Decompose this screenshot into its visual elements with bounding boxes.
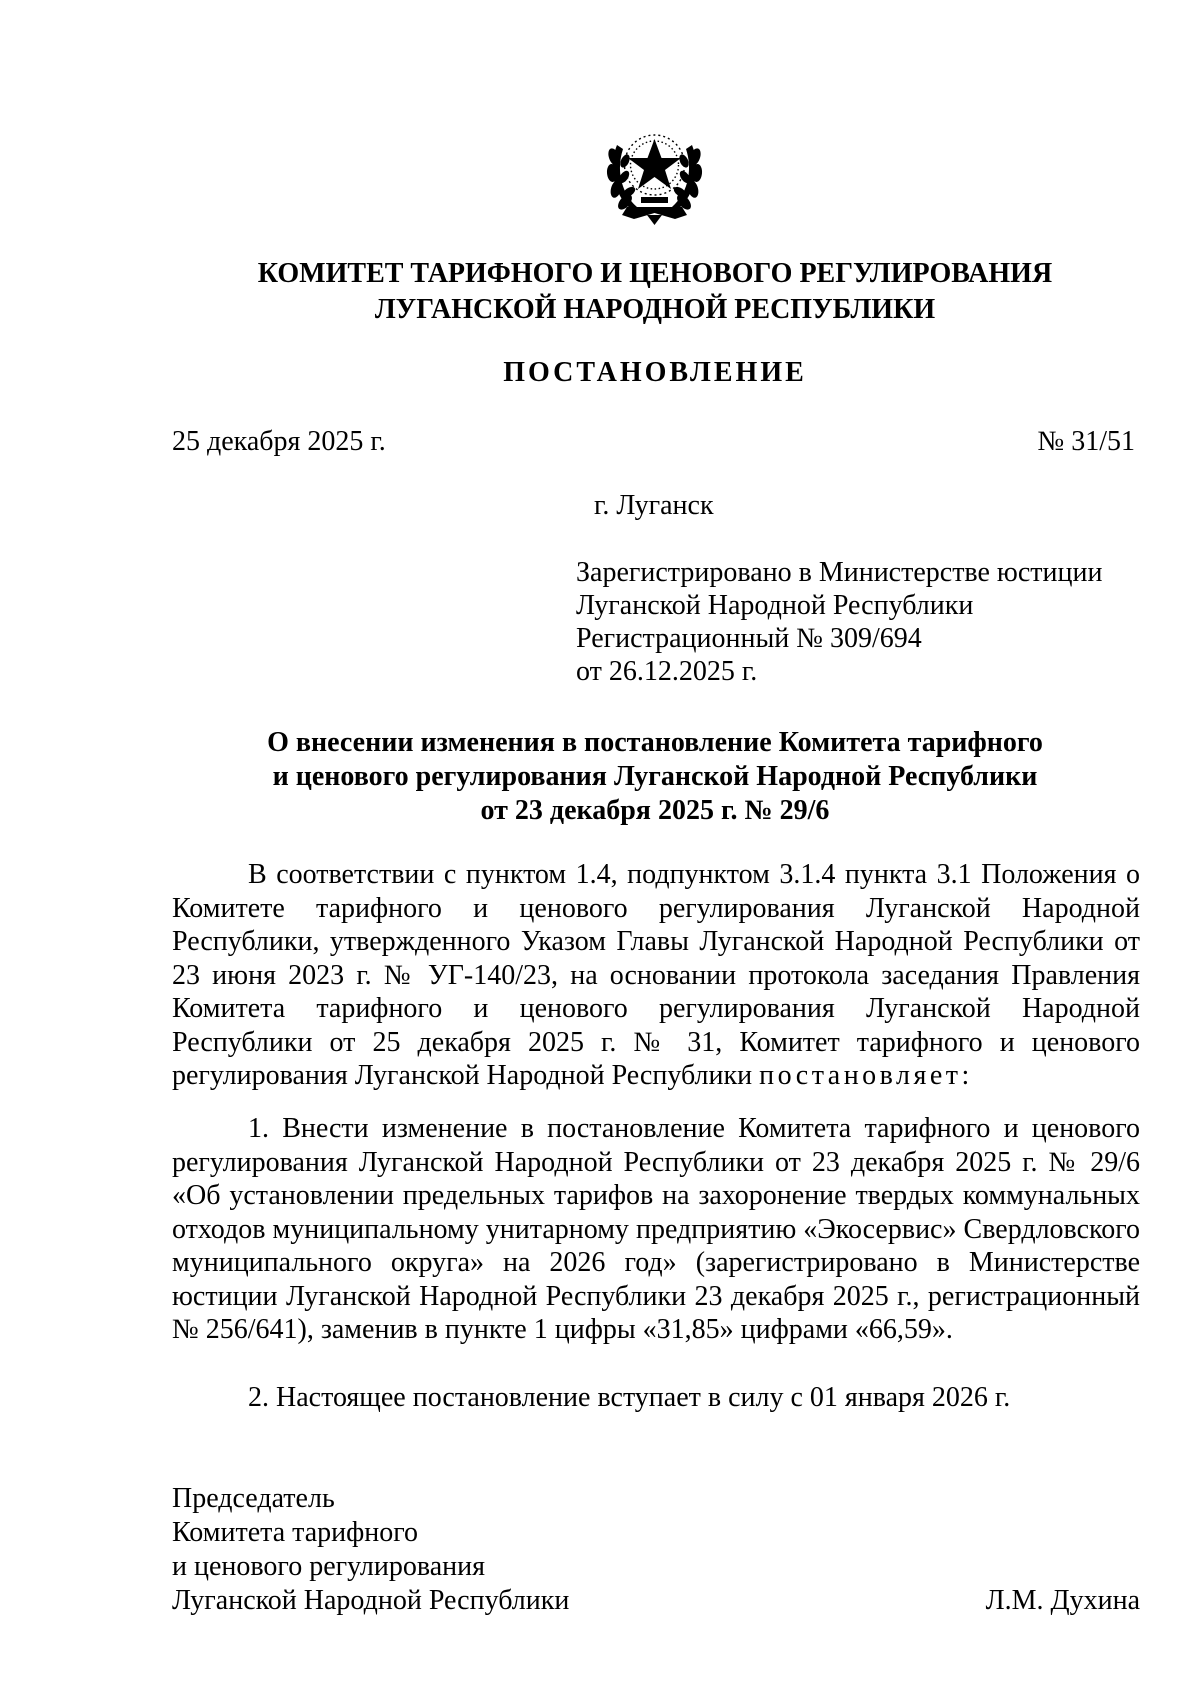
signatory-position: [172, 1482, 569, 1618]
organization-name-line: ЛУГАНСКОЙ НАРОДНОЙ РЕСПУБЛИКИ: [374, 294, 936, 325]
preamble-paragraph: [172, 858, 1140, 1093]
organization-name-line: КОМИТЕТ ТАРИФНОГО И ЦЕНОВОГО РЕГУЛИРОВАНИЯ: [257, 258, 1053, 289]
registration-stamp: [576, 556, 1102, 688]
position-line: и ценового регулирования: [172, 1551, 485, 1582]
item-2-paragraph: 2. Настоящее постановление вступает в силу с 01 января 2026 г.: [248, 1382, 1011, 1413]
organization-name: [170, 256, 1140, 328]
document-type: ПОСТАНОВЛЕНИЕ: [503, 357, 807, 388]
document-date: 25 декабря 2025 г.: [172, 426, 386, 457]
position-line: Комитета тарифного: [172, 1517, 419, 1548]
item-1-paragraph: 1. Внести изменение в постановление Комитета тарифного и ценового регулирования Луганской Народной Республики от 23 декабря 2025 г. № 29/6 «Об установлении предельных тарифов на захоронение твердых коммунальных отходов муниципальному унитарному предприятию «Экосервис» Свердловского муниципального округа» на 2026 год» (зарегистрировано в Министерстве юстиции Луганской Народной Республики 23 декабря 2025 г., регистрационный № 256/641), заменив в пункте 1 цифры «31,85» цифрами «66,59».: [172, 1113, 1140, 1345]
document-city: г. Луганск: [594, 490, 714, 521]
position-line: Председатель: [172, 1483, 335, 1514]
star-wreath-emblem-icon: [597, 115, 712, 230]
signatory-name: Л.М. Духина: [985, 1585, 1140, 1616]
preamble-text: В соответствии с пунктом 1.4, подпунктом 3.1.4 пункта 3.1 Положения о Комитете тарифного и ценового регулирования Луганской Народной Республики, утвержденного Указом Главы Луганской Народной Республики от 23 июня 2023 г. № УГ-140/23, на основании протокола заседания Правления Комитета тарифного и ценового регулирования Луганской Народной Республики от 25 декабря 2025 г. № 31, Комитет тарифного и ценового регулирования Луганской Народной Республики: [172, 859, 1140, 1091]
title-line: от 23 декабря 2025 г. № 29/6: [480, 795, 830, 826]
registration-line: Зарегистрировано в Министерстве юстиции: [576, 557, 1103, 588]
registration-line: от 26.12.2025 г.: [576, 656, 758, 687]
document-number: № 31/51: [1037, 426, 1135, 457]
resolves-word: постановляет:: [759, 1060, 973, 1091]
title-line: и ценового регулирования Луганской Народной Республики: [272, 761, 1038, 792]
registration-line: Луганской Народной Республики: [576, 590, 974, 621]
position-line: Луганской Народной Республики: [172, 1585, 570, 1616]
title-line: О внесении изменения в постановление Комитета тарифного: [267, 727, 1043, 758]
registration-line: Регистрационный № 309/694: [576, 623, 922, 654]
document-title: [170, 726, 1140, 828]
